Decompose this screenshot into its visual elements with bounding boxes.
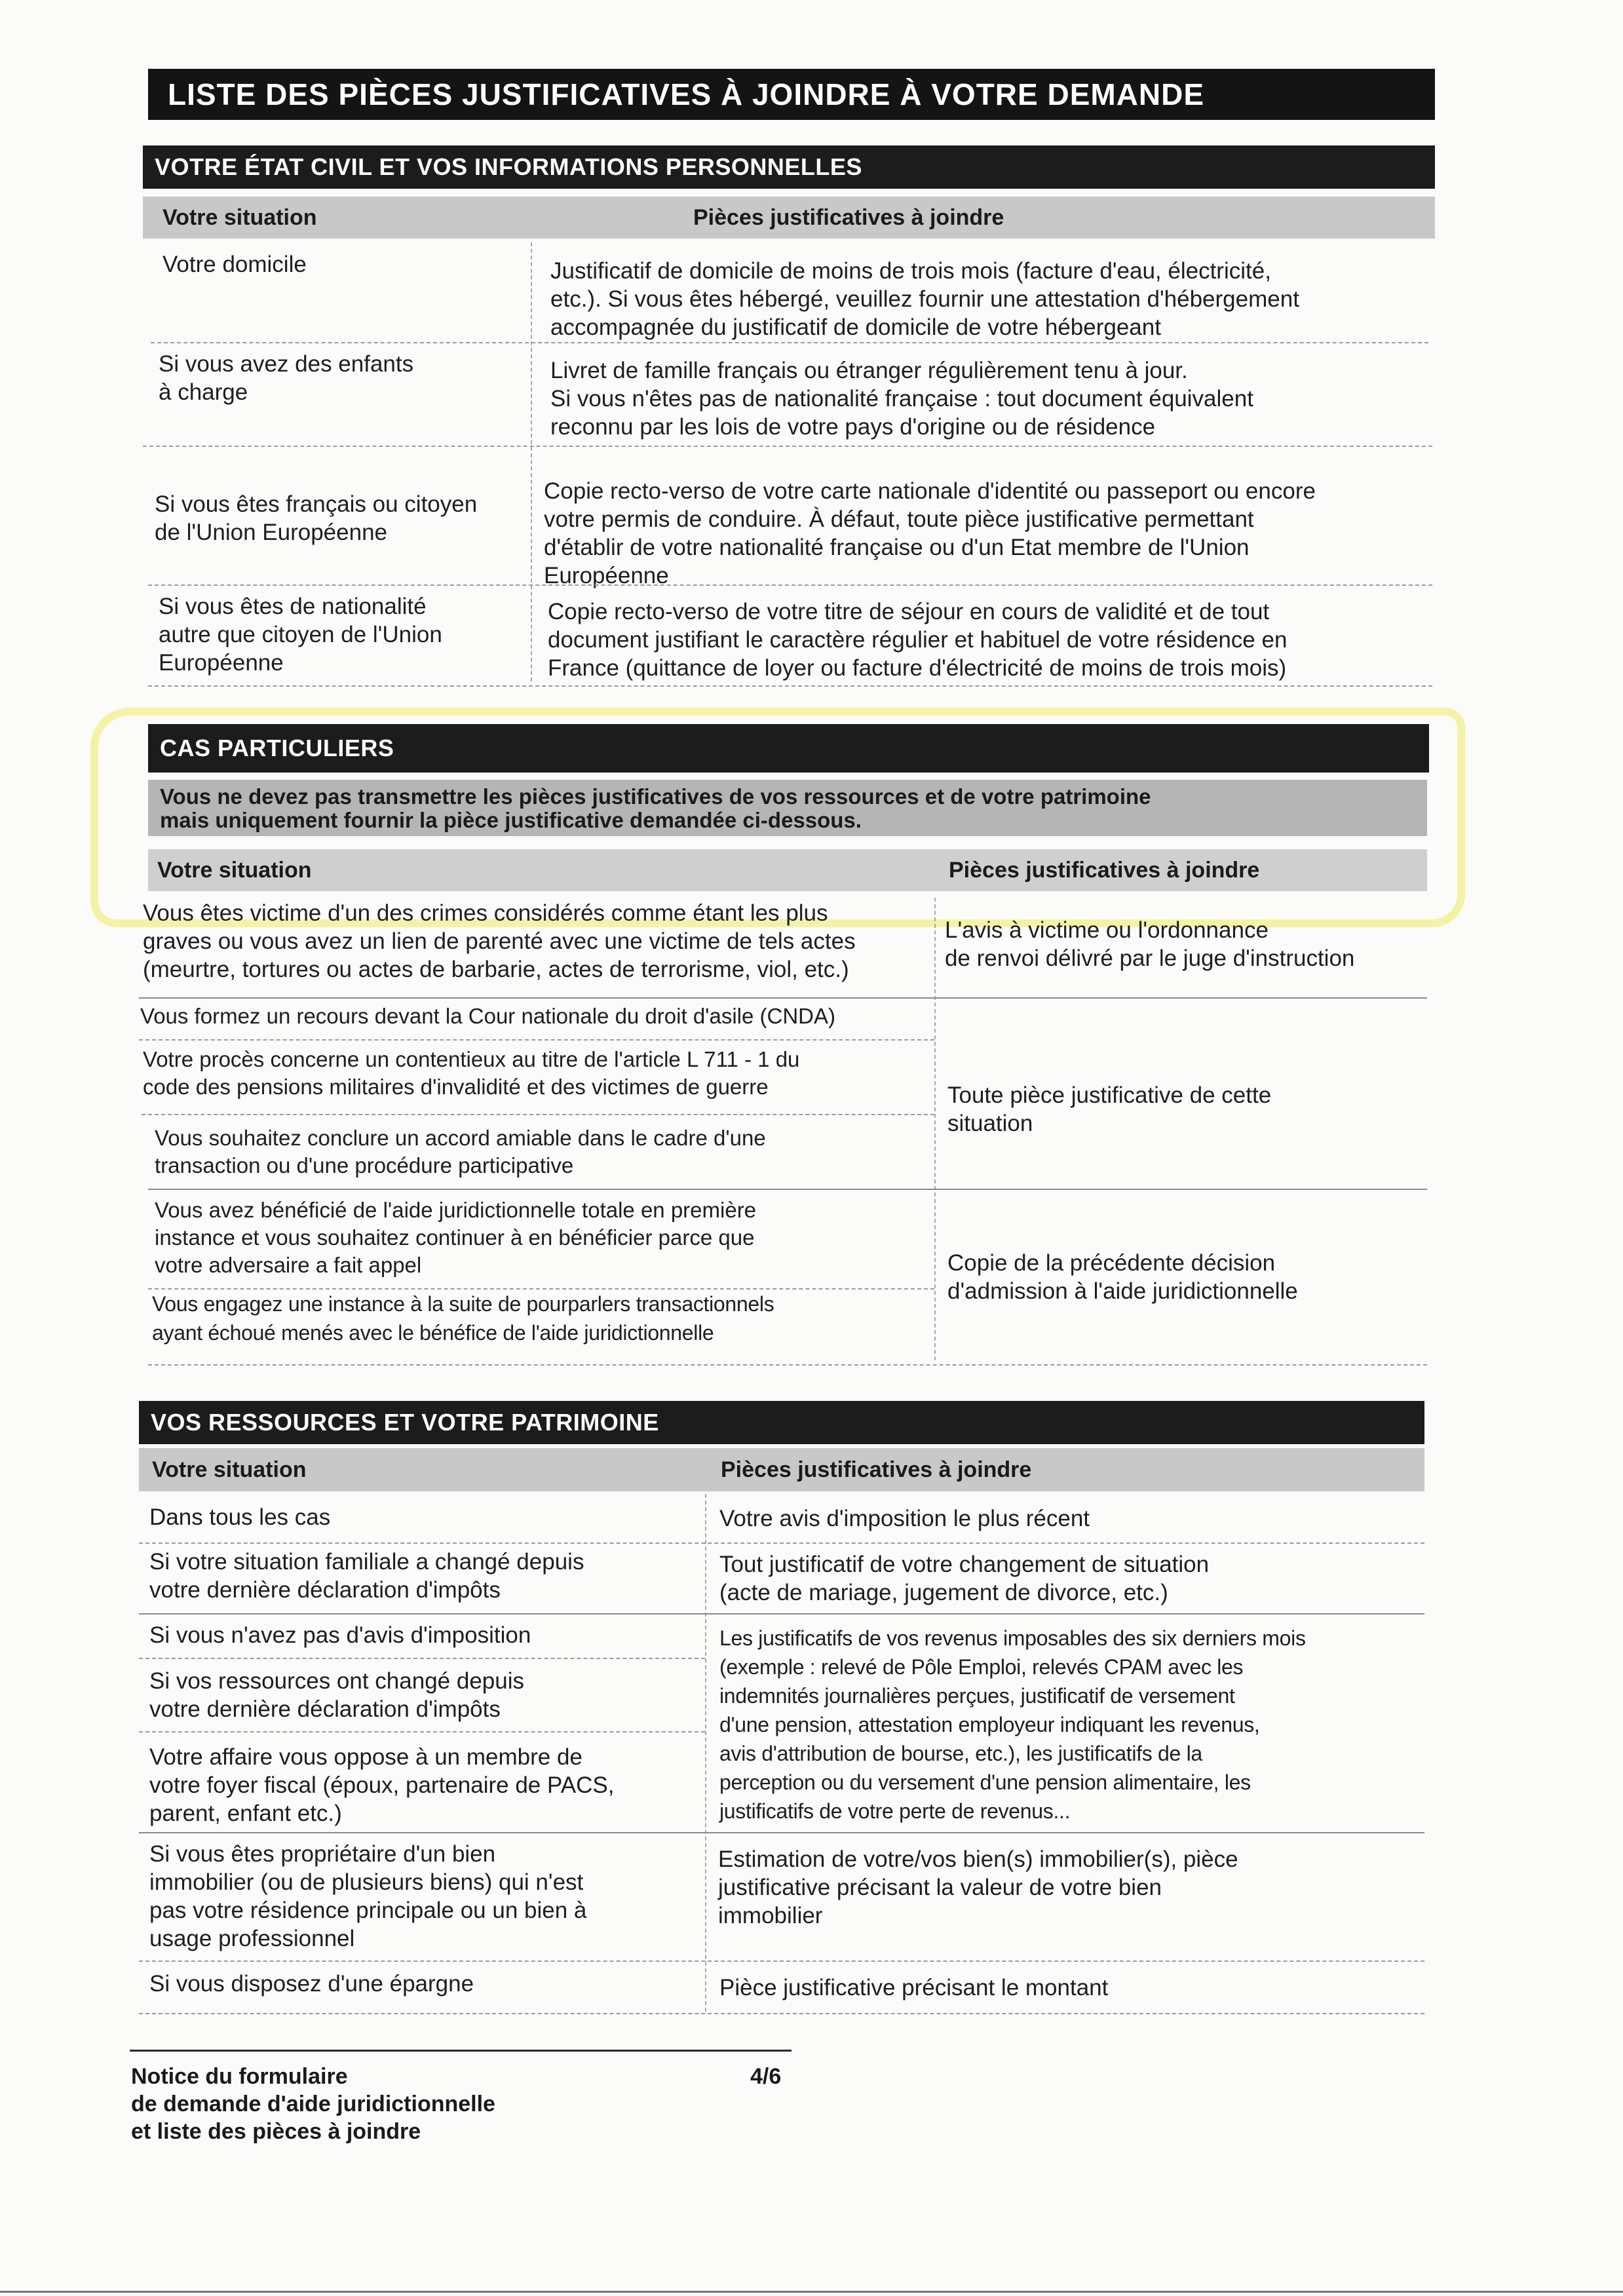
row-divider: [143, 446, 1432, 447]
table-row-situation: Votre procès concerne un contentieux au titre de l'article L 711 - 1 du code des pensions militaires d'invalidité et des victimes de guerre: [143, 1047, 800, 1099]
scan-edge: [0, 2291, 1623, 2293]
table-row-situation: Si vous êtes propriétaire d'un bien immobilier (ou de plusieurs biens) qui n'est pas votre résidence principale ou un bien à usage professionnel: [149, 1841, 587, 1951]
table-row-pieces: Justificatif de domicile de moins de trois mois (facture d'eau, électricité, etc.). Si vous êtes hébergé, veuillez fournir une attestation d'hébergement accompagnée du justificatif de domicile de votre hébergeant: [550, 258, 1299, 340]
column-header-pieces: Pièces justificatives à joindre: [693, 204, 1004, 230]
table-row-situation: Si votre situation familiale a changé depuis votre dernière déclaration d'impôts: [149, 1549, 584, 1603]
column-divider: [705, 1494, 706, 2012]
table-row-situation: Votre domicile: [162, 252, 307, 277]
table-row-situation: Vous êtes victime d'un des crimes considérés comme étant les plus graves ou vous avez un lien de parenté avec une victime de tels actes (meurtre, tortures ou actes de barbarie, actes de terrorisme, viol, etc.): [143, 900, 856, 982]
column-header-situation: Votre situation: [152, 1457, 307, 1482]
table-row-pieces: Votre avis d'imposition le plus récent: [719, 1506, 1090, 1531]
table-row-situation: Dans tous les cas: [149, 1504, 331, 1530]
row-divider: [148, 685, 1432, 687]
row-divider: [148, 584, 1432, 586]
table-row-situation: Vous formez un recours devant la Cour nationale du droit d'asile (CNDA): [140, 1004, 835, 1028]
row-divider: [139, 1658, 705, 1659]
table-header: [143, 197, 1435, 239]
table-row-pieces: Copie de la précédente décision d'admission à l'aide juridictionnelle: [947, 1250, 1298, 1304]
table-row-pieces: Estimation de votre/vos bien(s) immobilier(s), pièce justificative précisant la valeur de votre bien immobilier: [718, 1846, 1238, 1928]
notice-text: Vous ne devez pas transmettre les pièces justificatives de vos ressources et de votre patrimoine mais uniquement fournir la pièce justificative demandée ci-dessous.: [148, 780, 1427, 836]
footer-title: Notice du formulaire de demande d'aide juridictionnelle et liste des pièces à joindre: [131, 2064, 495, 2144]
row-divider: [148, 1189, 1427, 1190]
table-row-situation: Si vous avez des enfants à charge: [159, 351, 414, 405]
table-header: [148, 849, 1427, 891]
table-row-pieces: Livret de famille français ou étranger régulièrement tenu à jour. Si vous n'êtes pas de nationalité française : tout document équivalent reconnu par les lois de votre pays d'origine ou de résidence: [550, 358, 1253, 440]
section-title-ressources: VOS RESSOURCES ET VOTRE PATRIMOINE: [139, 1401, 1424, 1444]
column-divider: [531, 242, 532, 681]
table-row-situation: Si vous êtes français ou citoyen de l'Union Européenne: [155, 491, 478, 545]
row-divider: [139, 1039, 934, 1041]
row-divider: [139, 1731, 705, 1732]
document-title: LISTE DES PIÈCES JUSTIFICATIVES À JOINDRE À VOTRE DEMANDE: [148, 69, 1435, 120]
table-row-pieces: Les justificatifs de vos revenus imposables des six derniers mois (exemple : relevé de Pôle Emploi, relevés CPAM avec les indemnités journalières perçues, justificatif de versement d'une pension, attestation employeur indiquant les revenus, avis d'attribution de bourse, etc.), les justificatifs de la perception ou du versement d'une pension alimentaire, les justificatifs de votre perte de revenus...: [719, 1626, 1306, 1823]
row-divider: [139, 1613, 1424, 1615]
row-divider: [142, 1114, 934, 1115]
table-row-situation: Vous souhaitez conclure un accord amiable dans le cadre d'une transaction ou d'une procédure participative: [155, 1126, 766, 1177]
table-row-pieces: L'avis à victime ou l'ordonnance de renvoi délivré par le juge d'instruction: [945, 917, 1355, 971]
row-divider: [139, 2013, 1424, 2014]
table-row-pieces: Tout justificatif de votre changement de situation (acte de mariage, jugement de divorce, etc.): [719, 1552, 1210, 1605]
column-header-situation: Votre situation: [157, 857, 312, 883]
column-header-situation: Votre situation: [162, 204, 317, 230]
page-number: 4/6: [750, 2064, 782, 2089]
table-row-situation: Si vous n'avez pas d'avis d'imposition: [149, 1622, 531, 1648]
table-row-situation: Si vous disposez d'une épargne: [149, 1971, 474, 1997]
table-row-situation: Si vos ressources ont changé depuis votre dernière déclaration d'impôts: [149, 1668, 524, 1722]
row-divider: [139, 1542, 1424, 1544]
table-row-pieces: Copie recto-verso de votre carte nationale d'identité ou passeport ou encore votre permis de conduire. À défaut, toute pièce justificative permettant d'établir de votre nationalité française ou d'un Etat membre de l'Union Européenne: [544, 478, 1316, 588]
row-divider: [139, 1832, 1424, 1833]
column-header-pieces: Pièces justificatives à joindre: [949, 857, 1260, 883]
table-row-situation: Votre affaire vous oppose à un membre de votre foyer fiscal (époux, partenaire de PACS, parent, enfant etc.): [149, 1744, 615, 1826]
table-row-situation: Vous avez bénéficié de l'aide juridictionnelle totale en première instance et vous souhaitez continuer à en bénéficier parce que votre adversaire a fait appel: [155, 1198, 757, 1277]
table-row-pieces: Copie recto-verso de votre titre de séjour en cours de validité et de tout document justifiant le caractère régulier et habituel de votre résidence en France (quittance de loyer ou facture d'électricité de moins de trois mois): [548, 599, 1288, 681]
section-title-cas-particuliers: CAS PARTICULIERS: [148, 724, 1429, 773]
row-divider: [139, 997, 1427, 999]
section-title-etat-civil: VOTRE ÉTAT CIVIL ET VOS INFORMATIONS PERSONNELLES: [143, 145, 1435, 189]
table-row-pieces: Toute pièce justificative de cette situation: [947, 1082, 1272, 1136]
table-row-situation: Si vous êtes de nationalité autre que citoyen de l'Union Européenne: [159, 594, 442, 676]
table-row-situation: Vous engagez une instance à la suite de pourparlers transactionnels ayant échoué menés avec le bénéfice de l'aide juridictionnelle: [152, 1292, 774, 1345]
table-header: [139, 1448, 1424, 1491]
footer-rule: [130, 2050, 792, 2052]
table-row-pieces: Pièce justificative précisant le montant: [719, 1975, 1109, 2000]
column-header-pieces: Pièces justificatives à joindre: [721, 1457, 1032, 1482]
row-divider: [148, 1364, 1427, 1366]
row-divider: [139, 1961, 1424, 1962]
row-divider: [151, 342, 1428, 343]
